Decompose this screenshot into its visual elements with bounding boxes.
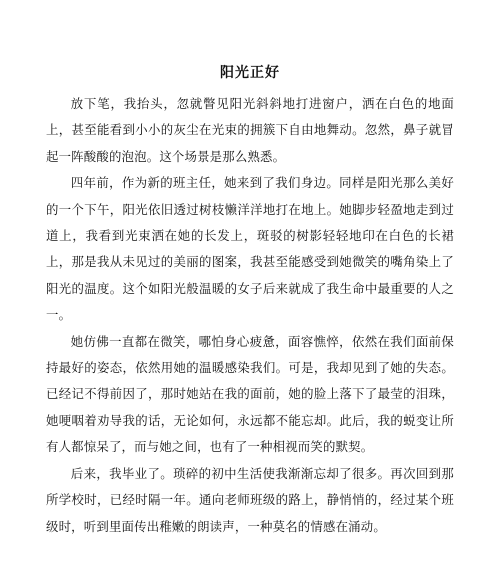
paragraph-1: 放下笔，我抬头，忽就瞥见阳光斜斜地打进窗户，洒在白色的地面上，甚至能看到小小的灰尘在光束的拥簇下自由地舞动。忽然，鼻子就冒起一阵酸酸的泡泡。这个场景是那么熟悉。	[46, 96, 454, 164]
paragraph-3: 她仿佛一直都在微笑，哪怕身心疲惫，面容憔悴，依然在我们面前保持最好的姿态，依然用她的温暖感染我们。可是，我却见到了她的失态。已经记不得前因了，那时她站在我的面前，她的脸上落下了最莹的泪珠，她哽咽着劝导我的话，无论如何，永远都不能忘却。此后，我的蜕变让所有人都惊呆了，而与她之间，也有了一种相视而笑的默契。	[46, 333, 454, 455]
paragraph-4: 后来，我毕业了。琐碎的初中生活使我渐渐忘却了很多。再次回到那所学校时，已经时隔一年。通向老师班级的路上，静悄悄的，经过某个班级时，听到里面传出稚嫩的朗读声，一种莫名的情感在涌动。	[46, 465, 454, 534]
paragraph-2: 四年前，作为新的班主任，她来到了我们身边。同样是阳光那么美好的一个下午，阳光依旧透过树枝懒洋洋地打在地上。她脚步轻盈地走到过道上，我看到光束洒在她的长发上，斑驳的树影轻轻地印在白色的长裙上，那是我从未见过的美丽的图案，我甚至能感受到她微笑的嘴角染上了阳光的温度。这个如阳光般温暖的女子后来就成了我生命中最重要的人之一。	[46, 175, 454, 323]
essay-title: 阳光正好	[220, 65, 280, 81]
